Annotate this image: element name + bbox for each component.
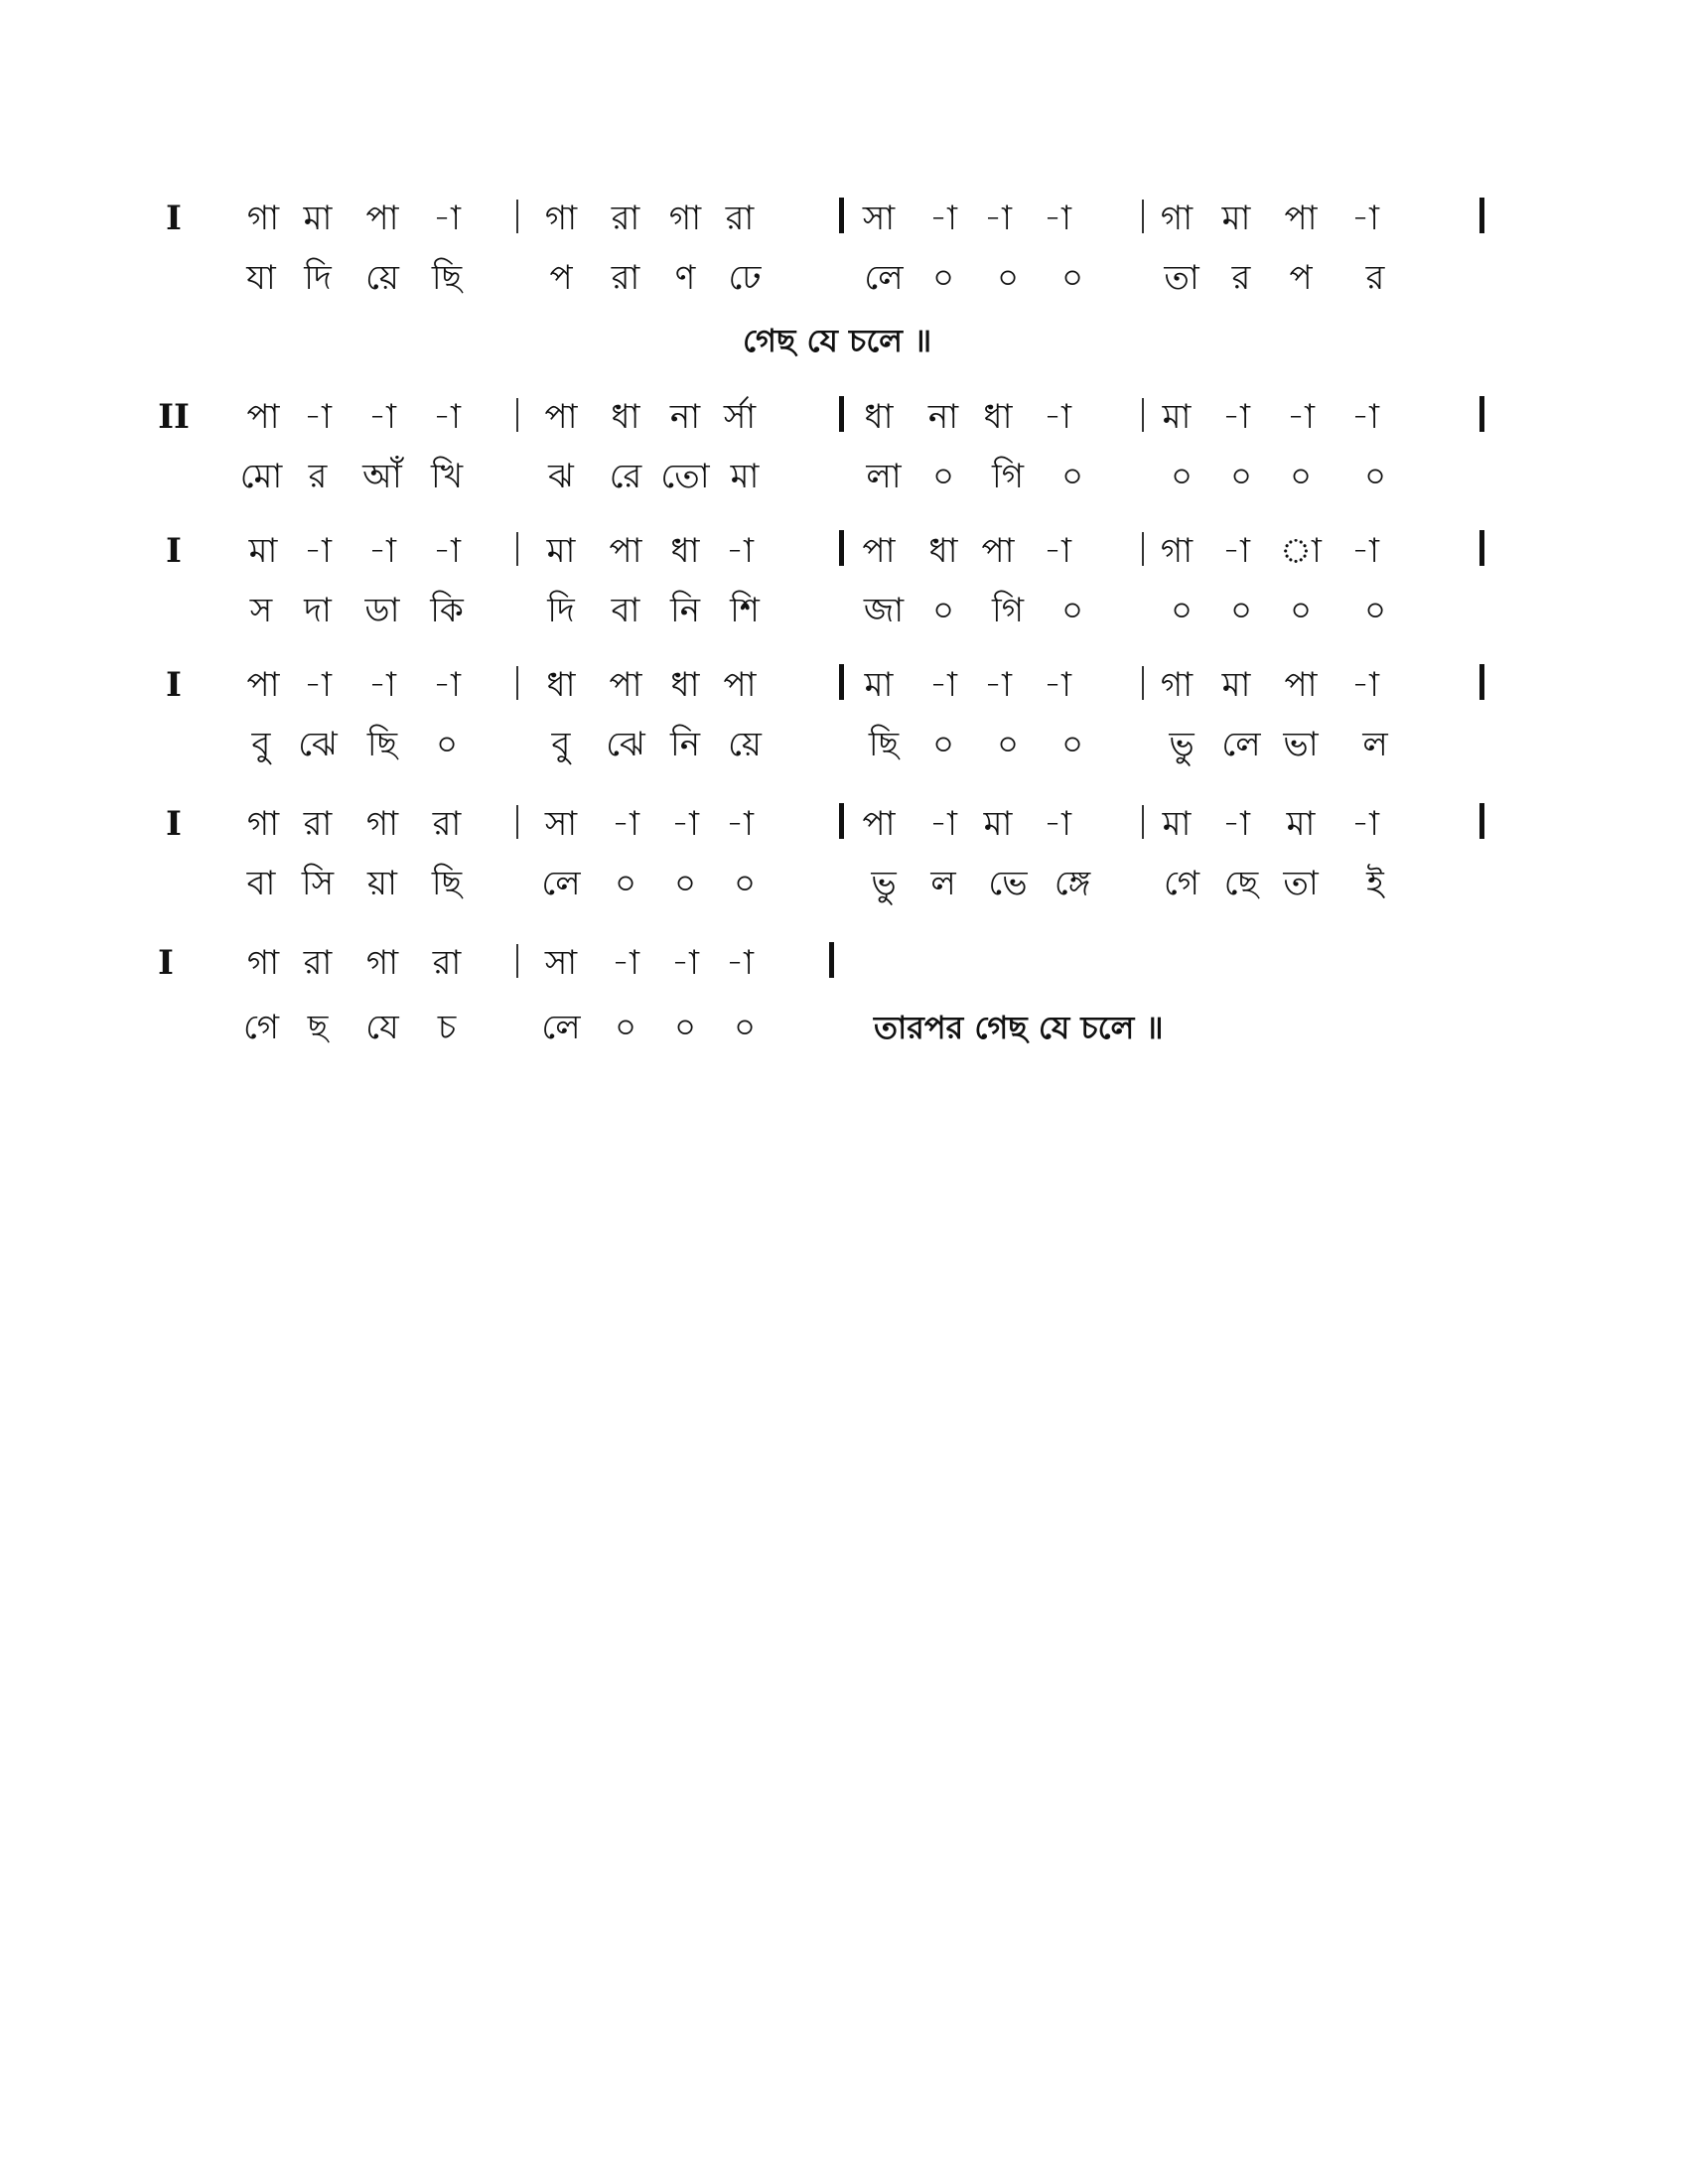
note: গা: [246, 199, 280, 238]
lyric-syllable: দি: [304, 258, 332, 298]
note: র্সা: [723, 397, 757, 437]
row-start-marker: I: [166, 531, 182, 571]
note: -া: [929, 804, 957, 844]
notation-row: [0, 799, 1688, 849]
lyric-syllable: তো: [660, 457, 710, 496]
row-end-marker: [1479, 664, 1484, 700]
lyric-syllable: ০: [614, 864, 637, 903]
lyric-syllable: তা: [1164, 258, 1199, 298]
lyric-syllable: বু: [251, 725, 271, 764]
note: -া: [433, 531, 461, 571]
lyric-syllable: ০: [614, 1008, 637, 1047]
note: -া: [1044, 199, 1071, 238]
note: ধা: [670, 531, 700, 571]
note: -া: [1287, 397, 1315, 437]
measure-bar: [1142, 398, 1144, 432]
note: মা: [546, 531, 576, 571]
note: -া: [1351, 804, 1379, 844]
lyric-syllable: রা: [611, 258, 640, 298]
lyric-syllable: মা: [730, 457, 760, 496]
lyric-syllable: সি: [301, 864, 335, 903]
lyric-syllable: তা: [1283, 864, 1319, 903]
note: পা: [1284, 665, 1318, 705]
lyric-syllable: দা: [304, 591, 332, 630]
lyric-syllable: লে: [541, 1008, 581, 1047]
lyric-syllable: ০: [1229, 457, 1253, 496]
note: ধা: [670, 665, 700, 705]
lyric-syllable: বা: [246, 864, 276, 903]
note: মা: [983, 804, 1013, 844]
note: ধা: [928, 531, 958, 571]
lyric-syllable: ০: [1060, 725, 1084, 764]
note: -া: [304, 665, 332, 705]
note: -া: [368, 397, 396, 437]
row-end-marker: [829, 942, 834, 978]
lyric-syllable: ০: [673, 1008, 697, 1047]
note: ধা: [611, 397, 640, 437]
lyric-syllable: ভু: [871, 864, 897, 903]
note: -া: [433, 199, 461, 238]
lyric-syllable: আঁ: [362, 457, 402, 496]
note: -া: [433, 665, 461, 705]
note: পা: [1284, 199, 1318, 238]
note: গা: [1160, 199, 1194, 238]
note: -া: [1351, 397, 1379, 437]
measure-bar: [516, 398, 518, 432]
lyric-row: [0, 1003, 1688, 1052]
lyric-syllable: বু: [551, 725, 571, 764]
lyric-syllable: ঢে: [728, 258, 762, 298]
note: গা: [246, 804, 280, 844]
lyric-syllable: কি: [430, 591, 464, 630]
lyric-syllable: ০: [673, 864, 697, 903]
note: -া: [1044, 665, 1071, 705]
note: -া: [433, 397, 461, 437]
note: -া: [1351, 199, 1379, 238]
measure-bar: [1142, 200, 1144, 233]
measure-bar: [516, 200, 518, 233]
note: রা: [725, 199, 755, 238]
lyric-syllable: ছে: [1223, 864, 1259, 903]
lyric-syllable: ঙ্গে: [1054, 864, 1091, 903]
lyric-syllable: লে: [864, 258, 904, 298]
division-marker: [839, 803, 844, 839]
lyric-syllable: ০: [996, 258, 1020, 298]
lyric-syllable: ঝে: [606, 725, 645, 764]
note: রা: [303, 804, 333, 844]
lyric-syllable: ০: [733, 1008, 757, 1047]
note: -া: [1351, 531, 1379, 571]
note: -া: [304, 531, 332, 571]
lyric-syllable: র: [308, 457, 328, 496]
lyric-syllable: বা: [611, 591, 640, 630]
row-start-marker: I: [166, 199, 182, 238]
lyric-syllable: ০: [1060, 591, 1084, 630]
note: -া: [1044, 804, 1071, 844]
notation-row: [0, 526, 1688, 576]
note: -া: [1222, 531, 1250, 571]
note: গা: [246, 943, 280, 983]
lyric-syllable: ০: [931, 591, 955, 630]
note: -া: [612, 943, 639, 983]
lyric-syllable: লা: [866, 457, 902, 496]
division-marker: [839, 664, 844, 700]
row-end-marker: [1479, 530, 1484, 566]
lyric-syllable: ভে: [988, 864, 1028, 903]
note: মা: [1286, 804, 1316, 844]
lyric-syllable: দি: [547, 591, 575, 630]
lyric-syllable: ০: [733, 864, 757, 903]
notation-row: [0, 660, 1688, 710]
lyric-syllable: ছি: [431, 864, 463, 903]
note: -া: [726, 943, 754, 983]
lyric-row: [0, 586, 1688, 635]
note: রা: [611, 199, 640, 238]
note: পা: [609, 665, 642, 705]
note: -া: [726, 531, 754, 571]
note: ধা: [864, 397, 894, 437]
lyric-syllable: ই: [1366, 864, 1384, 903]
note: া: [1280, 531, 1322, 571]
note: ধা: [983, 397, 1013, 437]
lyric-syllable: ভু: [1169, 725, 1195, 764]
lyric-row: [0, 859, 1688, 908]
lyric-row: [0, 720, 1688, 769]
lyric-syllable: ০: [931, 457, 955, 496]
lyric-syllable: প: [1289, 258, 1313, 298]
note: গা: [668, 199, 702, 238]
measure-bar: [516, 532, 518, 566]
lyric-syllable: ছি: [868, 725, 900, 764]
lyric-syllable: ০: [1060, 258, 1084, 298]
lyric-syllable: চ: [437, 1008, 457, 1047]
note: মা: [1162, 397, 1192, 437]
row-end-marker: [1479, 396, 1484, 432]
note: মা: [303, 199, 333, 238]
lyric-syllable: স: [249, 591, 273, 630]
division-marker: [839, 396, 844, 432]
lyric-row: [0, 253, 1688, 303]
row-start-marker: I: [158, 943, 174, 983]
note: গা: [544, 199, 578, 238]
note: পা: [246, 397, 280, 437]
note: -া: [1044, 531, 1071, 571]
lyric-syllable: ছ: [307, 1008, 329, 1047]
note: পা: [609, 531, 642, 571]
lyric-syllable: ০: [1229, 591, 1253, 630]
lyric-syllable: ডা: [364, 591, 400, 630]
note: মা: [1221, 665, 1251, 705]
note: -া: [929, 665, 957, 705]
lyric-syllable: ০: [931, 725, 955, 764]
lyric-syllable: লে: [541, 864, 581, 903]
lyric-syllable: ০: [435, 725, 459, 764]
lyric-syllable: ছি: [366, 725, 398, 764]
note: -া: [984, 665, 1012, 705]
note: -া: [929, 199, 957, 238]
measure-bar: [1142, 532, 1144, 566]
row-start-marker: II: [158, 397, 190, 437]
lyric-syllable: গি: [991, 457, 1025, 496]
note: রা: [432, 943, 462, 983]
note: -া: [671, 943, 699, 983]
measure-bar: [1142, 805, 1144, 839]
lyric-syllable: খি: [430, 457, 464, 496]
note: পা: [981, 531, 1015, 571]
lyric-syllable: গি: [991, 591, 1025, 630]
note: -া: [726, 804, 754, 844]
lyric-syllable: ছি: [431, 258, 463, 298]
note: -া: [984, 199, 1012, 238]
lyric-syllable: রে: [609, 457, 642, 496]
lyric-syllable: ণ: [674, 258, 696, 298]
lyric-syllable: র: [1365, 258, 1385, 298]
note: গা: [1160, 531, 1194, 571]
note: পা: [246, 665, 280, 705]
lyric-syllable: যা: [246, 258, 276, 298]
lyric-syllable: শি: [730, 591, 760, 630]
lyric-syllable: য়ে: [728, 725, 762, 764]
row-start-marker: I: [166, 665, 182, 705]
refrain-line-final: তারপর গেছ যে চলে ॥: [874, 1009, 1164, 1046]
lyric-syllable: প: [549, 258, 573, 298]
note: -া: [368, 665, 396, 705]
lyric-syllable: ০: [1289, 457, 1313, 496]
note: পা: [365, 199, 399, 238]
notation-row: [0, 938, 1688, 988]
note: সা: [544, 804, 578, 844]
measure-bar: [516, 944, 518, 978]
note: -া: [1044, 397, 1071, 437]
measure-bar: [1142, 666, 1144, 700]
note: -া: [612, 804, 639, 844]
note: -া: [1351, 665, 1379, 705]
note: গা: [1160, 665, 1194, 705]
note: রা: [432, 804, 462, 844]
note: -া: [1222, 397, 1250, 437]
lyric-syllable: র: [1231, 258, 1251, 298]
note: মা: [248, 531, 278, 571]
lyric-syllable: জা: [863, 591, 905, 630]
lyric-syllable: ০: [996, 725, 1020, 764]
note: না: [927, 397, 959, 437]
lyric-syllable: ০: [1363, 591, 1387, 630]
lyric-syllable: যে: [365, 1008, 399, 1047]
note: মা: [1221, 199, 1251, 238]
lyric-syllable: ভা: [1283, 725, 1319, 764]
division-marker: [839, 198, 844, 233]
lyric-syllable: ল: [1362, 725, 1388, 764]
lyric-syllable: ০: [931, 258, 955, 298]
lyric-syllable: লে: [1221, 725, 1261, 764]
notation-row: [0, 194, 1688, 243]
note: গা: [365, 943, 399, 983]
measure-bar: [516, 666, 518, 700]
lyric-syllable: ০: [1289, 591, 1313, 630]
lyric-syllable: ল: [930, 864, 956, 903]
note: পা: [862, 531, 896, 571]
note: পা: [862, 804, 896, 844]
row-start-marker: I: [166, 804, 182, 844]
note: -া: [304, 397, 332, 437]
lyric-syllable: নি: [669, 725, 701, 764]
lyric-syllable: ০: [1170, 591, 1194, 630]
refrain-line: গেছ যে চলে ॥: [743, 322, 932, 359]
note: সা: [544, 943, 578, 983]
division-marker: [839, 530, 844, 566]
note: ধা: [546, 665, 576, 705]
lyric-syllable: মো: [239, 457, 283, 496]
lyric-syllable: গে: [242, 1008, 280, 1047]
note: মা: [1162, 804, 1192, 844]
measure-bar: [516, 805, 518, 839]
note: পা: [723, 665, 757, 705]
note: পা: [544, 397, 578, 437]
lyric-syllable: ০: [1060, 457, 1084, 496]
lyric-syllable: গে: [1163, 864, 1200, 903]
lyric-syllable: ঝে: [298, 725, 338, 764]
lyric-syllable: ঝ: [548, 457, 574, 496]
note: মা: [864, 665, 894, 705]
lyric-syllable: য়ে: [365, 258, 399, 298]
note: -া: [1222, 804, 1250, 844]
note: গা: [365, 804, 399, 844]
lyric-row: [0, 452, 1688, 501]
note: না: [669, 397, 701, 437]
note: সা: [862, 199, 896, 238]
lyric-syllable: ০: [1363, 457, 1387, 496]
lyric-syllable: য়া: [367, 864, 397, 903]
row-end-marker: [1479, 803, 1484, 839]
note: -া: [368, 531, 396, 571]
note: -া: [671, 804, 699, 844]
note: রা: [303, 943, 333, 983]
lyric-syllable: ০: [1170, 457, 1194, 496]
row-end-marker: [1479, 198, 1484, 233]
notation-row: [0, 392, 1688, 442]
lyric-syllable: নি: [669, 591, 701, 630]
